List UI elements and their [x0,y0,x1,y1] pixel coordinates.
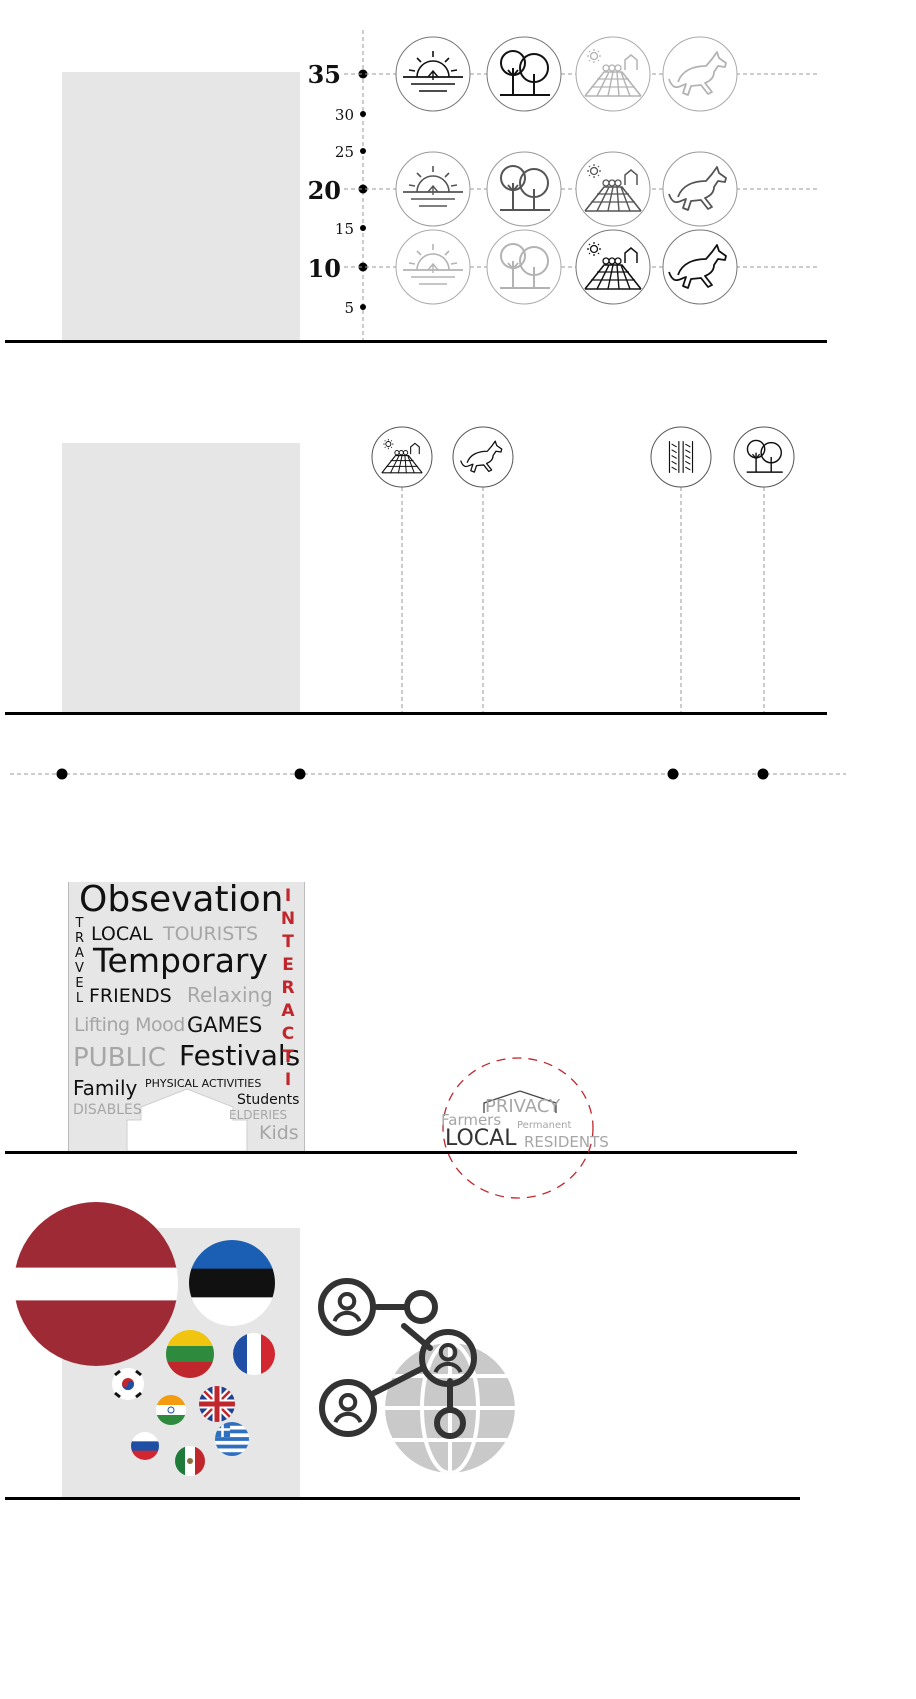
person-icon-ring [422,1332,474,1384]
wc-family: Family [73,1076,138,1100]
scale-label-10: 10 [307,254,341,283]
horse-icon [669,245,726,288]
scale-label-20: 20 [307,176,341,205]
trees-icon [747,440,783,472]
wc-lifting-mood: Lifting Mood [74,1014,185,1036]
icon-circle-sunrise-icon [396,230,470,304]
link-line [374,1368,423,1393]
rc-local: LOCAL [445,1126,517,1151]
rc-permanent: Permanent [517,1120,572,1131]
scale-label-5: 5 [344,299,354,317]
link-line [404,1326,430,1348]
icon-circle-farm-field-icon [576,37,650,111]
icon-circle-farm-field-icon [576,230,650,304]
globe-icon [385,1343,515,1473]
node-circle [407,1293,435,1321]
scale-tick-dot [359,185,368,194]
wc-friends: FRIENDS [89,985,172,1007]
timeline-dot [57,769,68,780]
scale-tick-dot [360,111,366,117]
scale-tick-dot [359,263,368,272]
section2-gray-block [62,443,300,713]
person-icon-head [341,1395,356,1410]
pin-circle-trees-icon [734,427,794,487]
scale-tick-dot [360,304,366,310]
scale-label-25: 25 [334,143,354,161]
wc-interacti-vertical [279,886,296,1093]
icon-circle-farm-field-icon [576,152,650,226]
rc-residents: RESIDENTS [524,1133,609,1151]
person-icon-body [436,1364,461,1372]
icon-circle-sunrise-icon [396,37,470,111]
wc-games: GAMES [187,1013,263,1037]
icon-circle-horse-icon [663,230,737,304]
sunrise-icon [403,166,463,206]
wc-relaxing: Relaxing [187,983,273,1007]
person-icon [322,1382,374,1434]
icon-circle-trees-icon [487,152,561,226]
residents-cloud [440,1057,609,1202]
horse-icon [669,167,726,210]
wc-temporary: Temporary [93,941,269,980]
scale-label-30: 30 [334,106,354,124]
timeline-dot [295,769,306,780]
wc-tourists: TOURISTS [163,923,258,945]
farm-field-icon [585,164,641,211]
section5-gray-block [62,1228,300,1498]
person-icon-body [336,1414,361,1422]
icon-circle-sunrise-icon [396,152,470,226]
section2-baseline [5,712,827,715]
farm-field-icon [585,49,641,96]
pin-circle-horse-icon [453,427,513,487]
scale-label-15: 15 [334,220,354,238]
scale-label-35: 35 [307,60,341,89]
scale-tick-dot [359,70,368,79]
wc-physical-activities: PHYSICAL ACTIVITIES [145,1077,262,1090]
wc-elderies: ELDERIES [229,1108,288,1122]
trees-icon [500,51,550,95]
icon-circle-horse-icon [663,37,737,111]
wc-students: Students [237,1092,300,1108]
wc-public: PUBLIC [73,1043,166,1073]
person-icon-ring [322,1382,374,1434]
farm-field-icon [382,439,422,473]
road-track-icon [669,441,692,473]
section1-baseline [5,340,827,343]
icon-circle-horse-icon [663,152,737,226]
person-icon [321,1281,373,1333]
sunrise-icon [403,244,463,284]
timeline-dot [668,769,679,780]
wc-obsevation: Obsevation [79,882,284,920]
wc-disables: DISABLES [73,1102,142,1118]
rc-privacy: PRIVACY [485,1096,561,1117]
node-circle [437,1410,463,1436]
pin-circle-road-track-icon [651,427,711,487]
globe-meridian [422,1343,478,1473]
person-icon-body [335,1313,360,1321]
rc-farmers: Farmers [441,1111,502,1129]
trees-icon [500,244,550,288]
people-network-globe-icon [321,1281,515,1473]
person-icon-head [441,1345,456,1360]
wc-interacti-letters: INTERACTI [278,886,298,1093]
globe-fill [385,1343,515,1473]
word-cloud-block [68,882,305,1151]
person-icon-ring [321,1281,373,1333]
pin-circle-farm-field-icon [372,427,432,487]
wc-kids: Kids [259,1122,299,1144]
icon-circle-trees-icon [487,37,561,111]
timeline-dot [758,769,769,780]
scale-tick-dot [360,225,366,231]
person-icon [422,1332,474,1384]
wc-festivals: Festivals [179,1039,301,1072]
section1-gray-block [62,72,300,340]
icon-circle-trees-icon [487,230,561,304]
sunrise-icon [403,51,463,91]
wc-travel-vertical [73,916,86,1006]
person-icon-head [340,1294,355,1309]
horse-icon [669,52,726,95]
trees-icon [500,166,550,210]
farm-field-icon [585,242,641,289]
wc-local: LOCAL [91,923,153,945]
section4-baseline [5,1151,797,1154]
scale-tick-dot [360,148,366,154]
horse-icon [461,441,502,472]
wc-travel-letters: TRAVEL [72,916,87,1006]
section5-baseline [5,1497,800,1500]
